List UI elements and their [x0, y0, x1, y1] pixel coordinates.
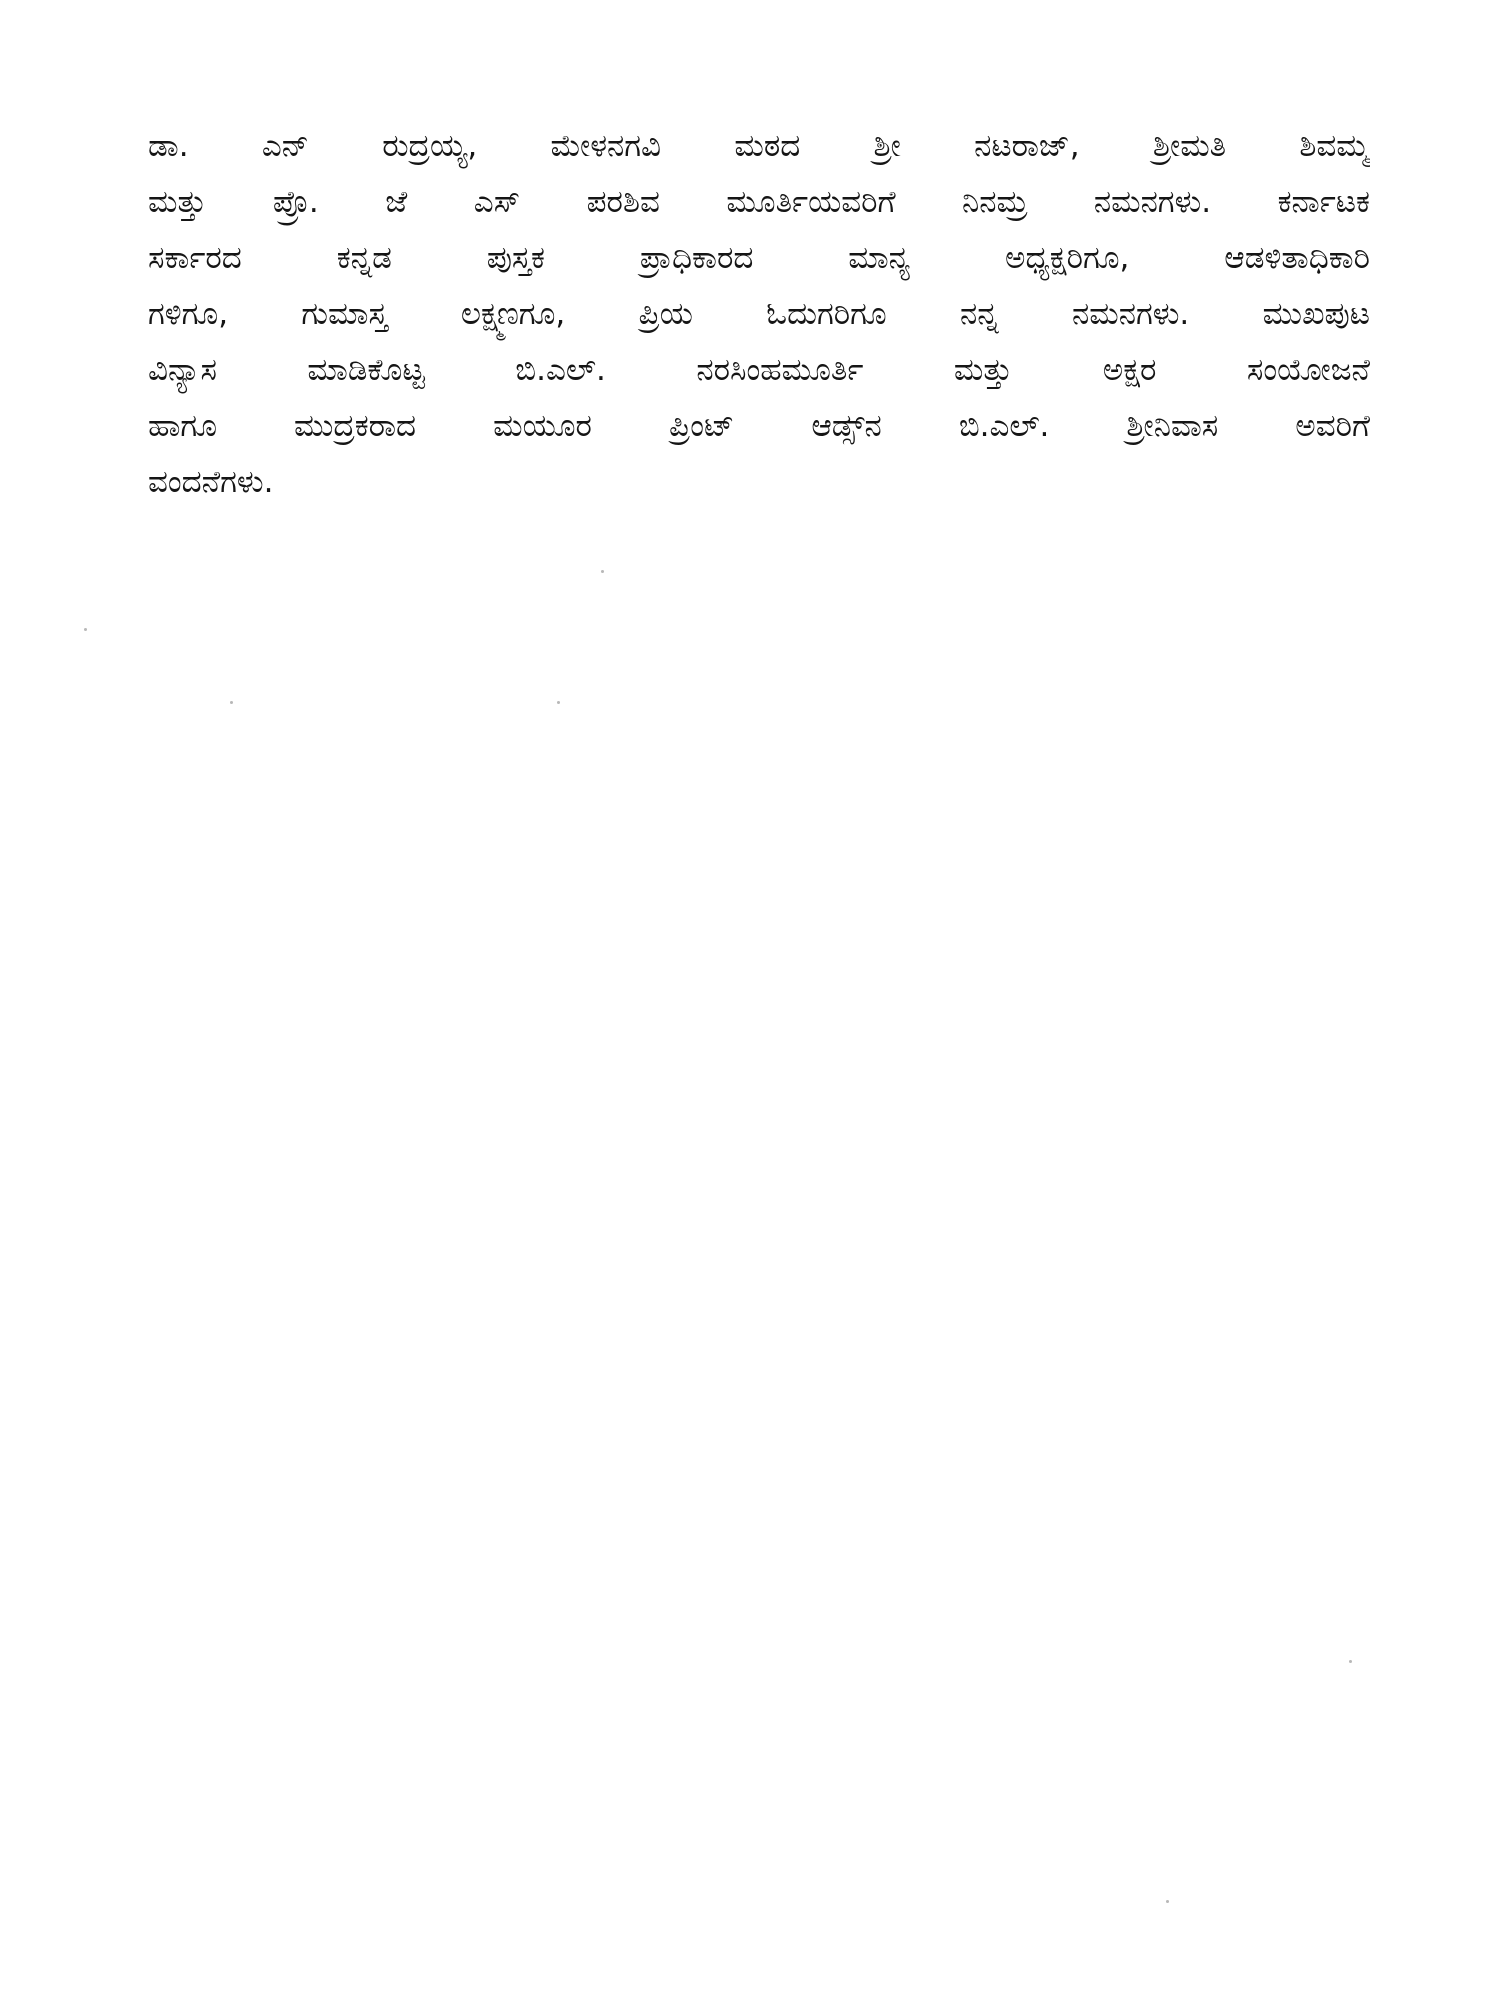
scan-speck [1166, 1900, 1169, 1903]
scan-speck [84, 628, 87, 631]
paragraph-line-6: ಹಾಗೂ ಮುದ್ರಕರಾದ ಮಯೂರ ಪ್ರಿಂಟ್ ಆಡ್ಸ್‌ನ ಬಿ.ಎಲ್. ಶ್ರೀನಿವಾಸ ಅವರಿಗೆ [148, 408, 1370, 444]
scan-speck [601, 570, 604, 573]
acknowledgement-paragraph [148, 118, 1370, 510]
scan-speck [230, 701, 233, 704]
paragraph-line-7: ವಂದನೆಗಳು. [148, 464, 274, 500]
paragraph-line-1: ಡಾ. ಎನ್ ರುದ್ರಯ್ಯ, ಮೇಳನಗವಿ ಮಠದ ಶ್ರೀ ನಟರಾಜ್, ಶ್ರೀಮತಿ ಶಿವಮ್ಮ [148, 128, 1370, 164]
scan-speck [1349, 1660, 1352, 1663]
paragraph-line-4: ಗಳಿಗೂ, ಗುಮಾಸ್ತ ಲಕ್ಷ್ಮಣಗೂ, ಪ್ರಿಯ ಓದುಗರಿಗೂ ನನ್ನ ನಮನಗಳು. ಮುಖಪುಟ [148, 296, 1370, 332]
paragraph-line-2: ಮತ್ತು ಪ್ರೊ. ಜೆ ಎಸ್ ಪರಶಿವ ಮೂರ್ತಿಯವರಿಗೆ ನಿನಮ್ರ ನಮನಗಳು. ಕರ್ನಾಟಕ [148, 184, 1370, 220]
paragraph-line-3: ಸರ್ಕಾರದ ಕನ್ನಡ ಪುಸ್ತಕ ಪ್ರಾಧಿಕಾರದ ಮಾನ್ಯ ಅಧ್ಯಕ್ಷರಿಗೂ, ಆಡಳಿತಾಧಿಕಾರಿ [148, 240, 1370, 276]
scan-speck [557, 701, 560, 704]
paragraph-line-5: ವಿನ್ಯಾಸ ಮಾಡಿಕೊಟ್ಟ ಬಿ.ಎಲ್. ನರಸಿಂಹಮೂರ್ತಿ ಮತ್ತು ಅಕ್ಷರ ಸಂಯೋಜನೆ [148, 352, 1370, 388]
